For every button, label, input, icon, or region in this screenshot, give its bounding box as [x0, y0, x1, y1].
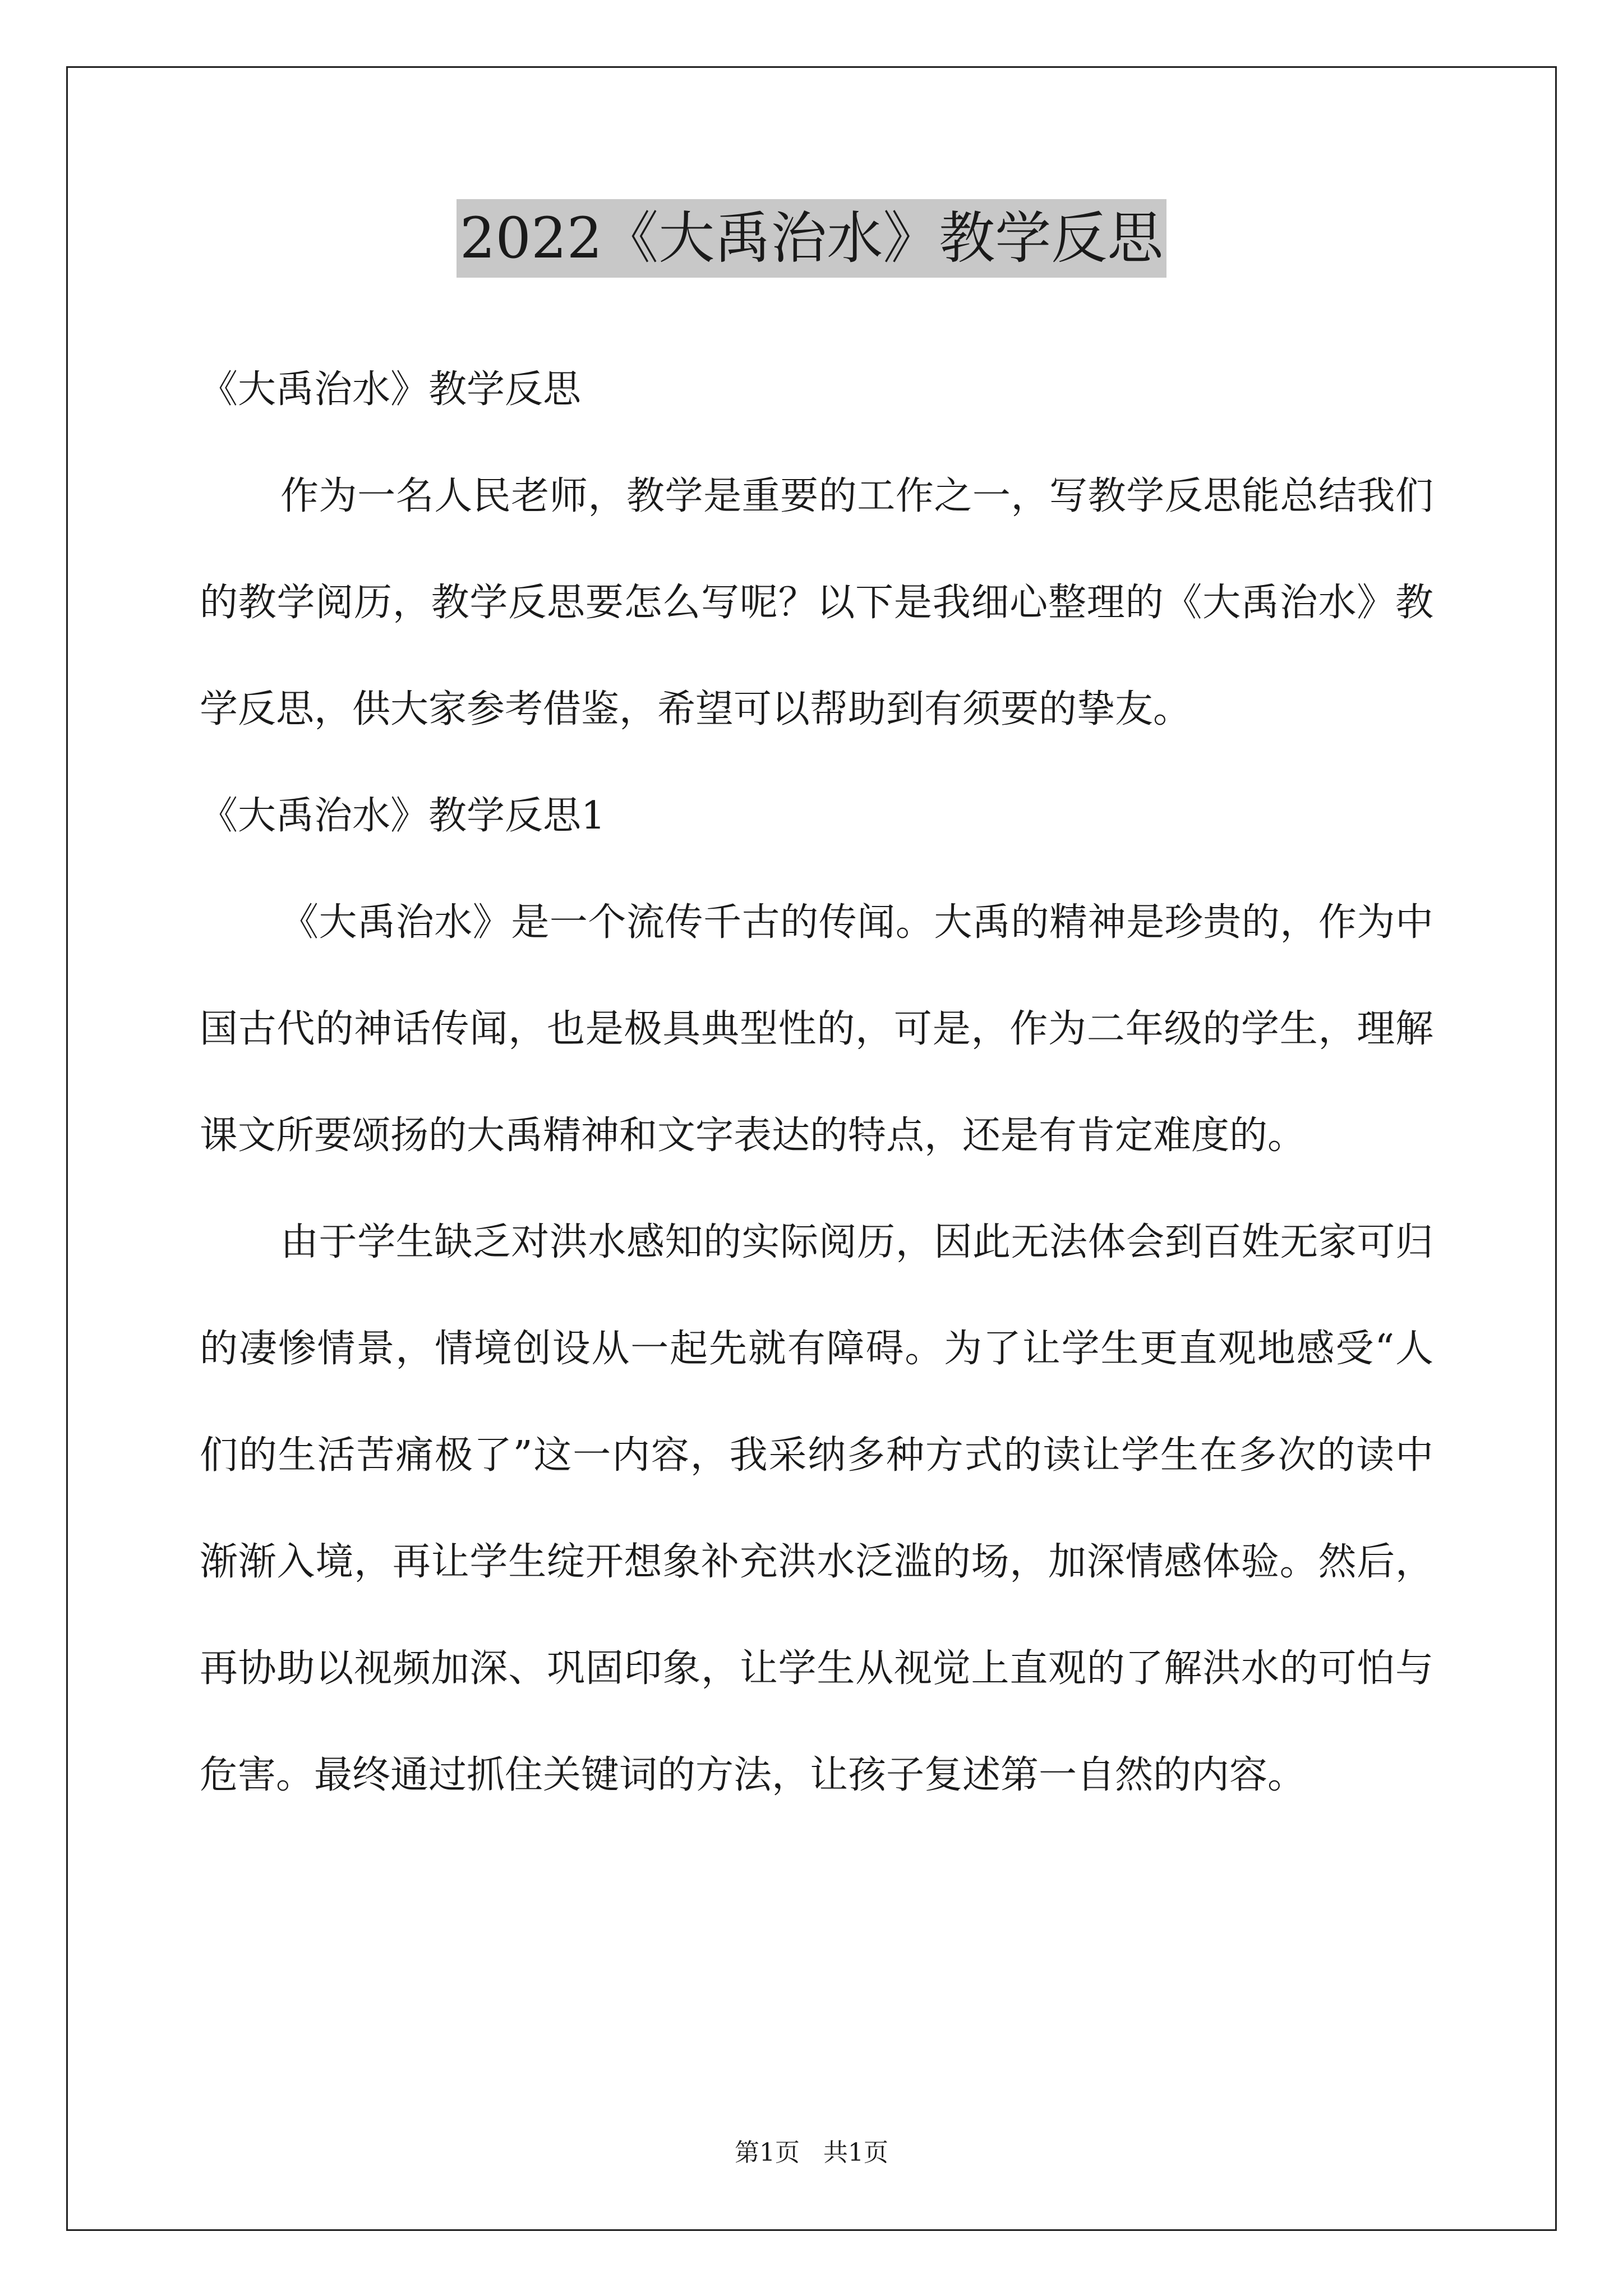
page-footer: 第1页 共1页	[735, 2138, 888, 2167]
body-paragraph: 《大禹治水》是一个流传千古的传闻。大禹的精神是珍贵的，作为中国古代的神话传闻，也是极具典型性的，可是，作为二年级的学生，理解课文所要颂扬的大禹精神和文字表达的特点，还是有肯定难度的。	[200, 900, 1433, 1158]
title-area	[0, 199, 1623, 278]
intro-paragraph: 作为一名人民老师，教学是重要的工作之一，写教学反思能总结我们的教学阅历，教学反思要怎么写呢？以下是我细心整理的《大禹治水》教学反思，供大家参考借鉴，希望可以帮助到有须要的挚友。	[200, 474, 1433, 731]
document-subtitle: 《大禹治水》教学反思	[200, 367, 582, 412]
document-title: 2022《大禹治水》教学反思	[457, 199, 1167, 278]
body-paragraph: 由于学生缺乏对洪水感知的实际阅历，因此无法体会到百姓无家可归的凄惨情景，情境创设从一起先就有障碍。为了让学生更直观地感受“人们的生活苦痛极了”这一内容，我采纳多种方式的读让学生在多次的读中渐渐入境，再让学生绽开想象补充洪水泛滥的场，加深情感体验。然后，再协助以视频加深、巩固印象，让学生从视觉上直观的了解洪水的可怕与危害。最终通过抓住关键词的方法，让孩子复述第一自然的内容。	[200, 1220, 1433, 1797]
document-body	[200, 337, 1433, 1829]
section-heading: 《大禹治水》教学反思1	[200, 794, 606, 838]
